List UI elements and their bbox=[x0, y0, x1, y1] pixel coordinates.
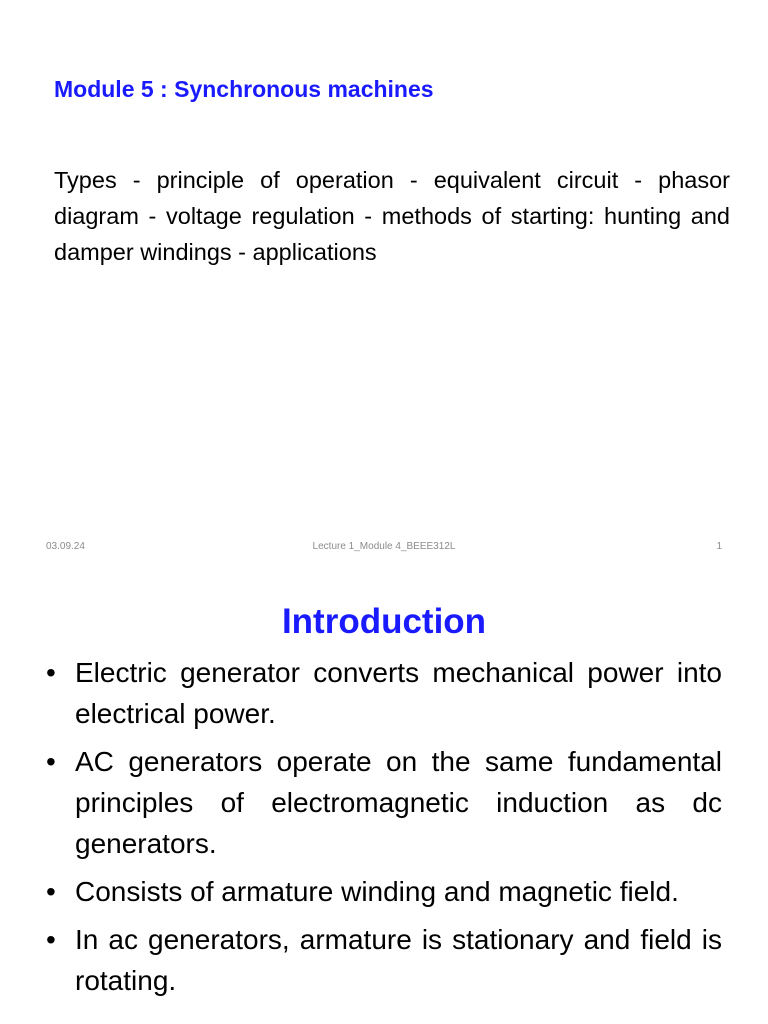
footer-date: 03.09.24 bbox=[46, 541, 85, 552]
list-item bbox=[46, 652, 722, 734]
slide-title: Introduction bbox=[281, 602, 487, 641]
bullet-text: In ac generators, armature is stationary and field is rotating. bbox=[75, 924, 722, 996]
bullet-text: AC generators operate on the same fundamental principles of electromagnetic induction as dc generators. bbox=[75, 746, 722, 859]
module-syllabus-text: Types - principle of operation - equivalent circuit - phasor diagram - voltage regulation - methods of starting: hunting and damper windings - applications bbox=[54, 167, 730, 265]
slide-introduction bbox=[0, 576, 768, 1024]
bullet-text: Electric generator converts mechanical power into electrical power. bbox=[75, 657, 722, 729]
bullet-dot-icon: • bbox=[46, 876, 56, 907]
list-item bbox=[46, 871, 722, 912]
bullet-list bbox=[46, 652, 722, 1008]
bullet-dot-icon: • bbox=[46, 924, 56, 955]
module-title: Module 5 : Synchronous machines bbox=[54, 76, 434, 102]
bullet-dot-icon: • bbox=[46, 746, 56, 777]
bullet-dot-icon: • bbox=[46, 657, 56, 688]
bullet-text: Consists of armature winding and magnetic field. bbox=[75, 876, 679, 907]
list-item bbox=[46, 919, 722, 1001]
list-item bbox=[46, 741, 722, 864]
footer-page-number: 1 bbox=[716, 541, 722, 552]
footer-lecture-label: Lecture 1_Module 4_BEEE312L bbox=[312, 541, 456, 552]
